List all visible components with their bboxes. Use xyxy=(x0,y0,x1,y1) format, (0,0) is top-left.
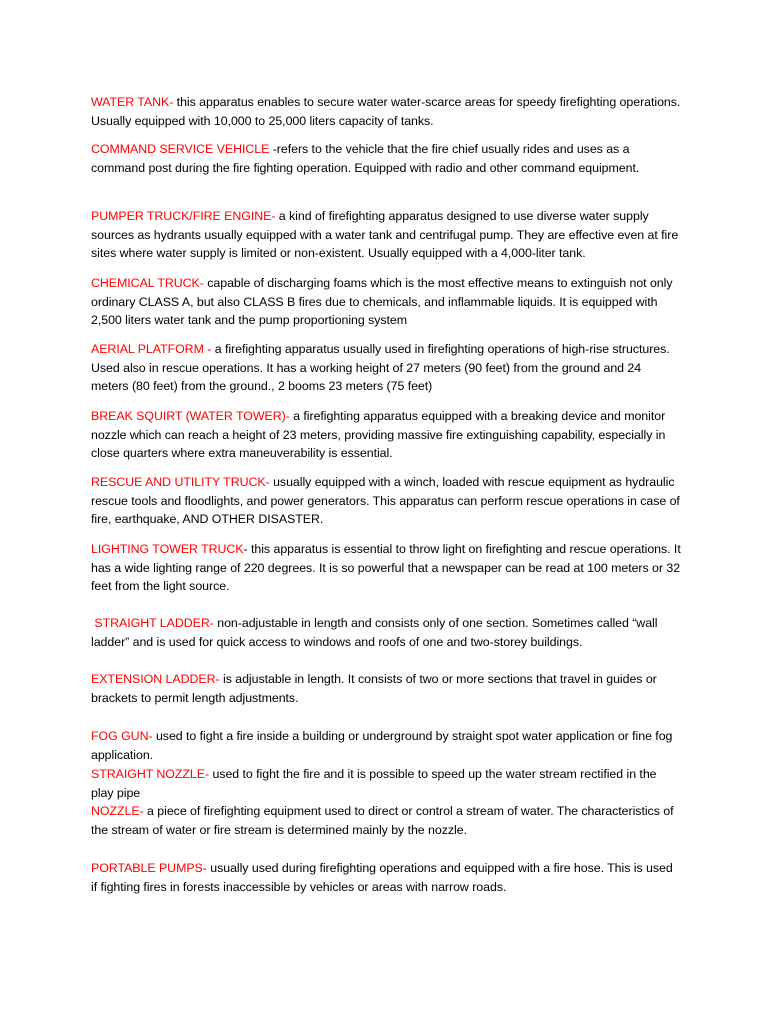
entry-command-service-vehicle xyxy=(91,140,681,177)
entry-definition: capable of discharging foams which is the most effective means to extinguish not only ordinary CLASS A, but also CLASS B fires due to chemicals, and inflammable liquids. It is equipped with 2,500 liters water tank and the pump proportioning system xyxy=(91,276,673,328)
entry-term: NOZZLE- xyxy=(91,804,144,818)
entry-fog-gun xyxy=(91,727,681,764)
entry-term: CHEMICAL TRUCK- xyxy=(91,276,204,290)
entry-definition: a firefighting apparatus equipped with a breaking device and monitor nozzle which can reach a height of 23 meters, providing massive fire extinguishing capability, especially in close quarters where extra maneuverability is essential. xyxy=(91,409,666,461)
entry-term: STRAIGHT NOZZLE- xyxy=(91,767,210,781)
entry-definition: - this apparatus is essential to throw light on firefighting and rescue operations. It has a wide lighting range of 220 degrees. It is so powerful that a newspaper can be read at 100 meters or 32 feet from the light source. xyxy=(91,542,681,594)
entry-portable-pumps xyxy=(91,859,681,896)
entry-term: RESCUE AND UTILITY TRUCK- xyxy=(91,475,270,489)
entry-lighting-tower-truck xyxy=(91,540,681,596)
entry-definition: is adjustable in length. It consists of two or more sections that travel in guides or brackets to permit length adjustments. xyxy=(91,672,657,705)
entry-straight-ladder xyxy=(91,614,681,651)
entry-definition: non-adjustable in length and consists only of one section. Sometimes called “wall ladder” and is used for quick access to windows and roofs of one and two-storey buildings. xyxy=(91,616,658,649)
entry-definition: used to fight a fire inside a building or underground by straight spot water application or fine fog application. xyxy=(91,729,673,762)
entry-term: COMMAND SERVICE VEHICLE xyxy=(91,142,270,156)
entry-aerial-platform xyxy=(91,340,681,396)
entry-rescue-utility-truck xyxy=(91,473,681,529)
entry-definition: used to fight the fire and it is possible to speed up the water stream rectified in the play pipe xyxy=(91,767,657,800)
entry-term: PORTABLE PUMPS- xyxy=(91,861,207,875)
entry-term: STRAIGHT LADDER- xyxy=(91,616,214,630)
entry-straight-nozzle xyxy=(91,765,681,802)
entry-definition: a firefighting apparatus usually used in firefighting operations of high-rise structures. Used also in rescue operations. It has a working height of 27 meters (90 feet) from the ground and 24 meters (80 feet) from the ground., 2 booms 23 meters (75 feet) xyxy=(91,342,670,394)
entry-extension-ladder xyxy=(91,670,681,707)
entry-term: LIGHTING TOWER TRUCK xyxy=(91,542,244,556)
entry-definition: a piece of firefighting equipment used to direct or control a stream of water. The characteristics of the stream of water or fire stream is determined mainly by the nozzle. xyxy=(91,804,674,837)
entry-water-tank xyxy=(91,93,681,130)
entry-pumper-truck xyxy=(91,207,681,263)
entry-term: FOG GUN- xyxy=(91,729,153,743)
entry-term: BREAK SQUIRT (WATER TOWER)- xyxy=(91,409,290,423)
entry-term: AERIAL PLATFORM - xyxy=(91,342,212,356)
entry-definition: -refers to the vehicle that the fire chief usually rides and uses as a command post during the fire fighting operation. Equipped with radio and other command equipment. xyxy=(91,142,640,175)
entry-term: WATER TANK- xyxy=(91,95,174,109)
entry-term: PUMPER TRUCK/FIRE ENGINE- xyxy=(91,209,276,223)
entry-definition: usually used during firefighting operations and equipped with a fire hose. This is used if fighting fires in forests inaccessible by vehicles or areas with narrow roads. xyxy=(91,861,673,894)
entry-break-squirt xyxy=(91,407,681,463)
entry-definition: a kind of firefighting apparatus designed to use diverse water supply sources as hydrants usually equipped with a water tank and centrifugal pump. They are effective even at fire sites where water supply is limited or non-existent. Usually equipped with a 4,000-liter tank. xyxy=(91,209,679,261)
entry-definition: this apparatus enables to secure water water-scarce areas for speedy firefighting operations. Usually equipped with 10,000 to 25,000 liters capacity of tanks. xyxy=(91,95,681,128)
entry-term: EXTENSION LADDER- xyxy=(91,672,220,686)
entry-chemical-truck xyxy=(91,274,681,330)
entry-nozzle xyxy=(91,802,681,839)
entry-definition: usually equipped with a winch, loaded with rescue equipment as hydraulic rescue tools and floodlights, and power generators. This apparatus can perform rescue operations in case of fire, earthquake, AND OTHER DISASTER. xyxy=(91,475,680,527)
